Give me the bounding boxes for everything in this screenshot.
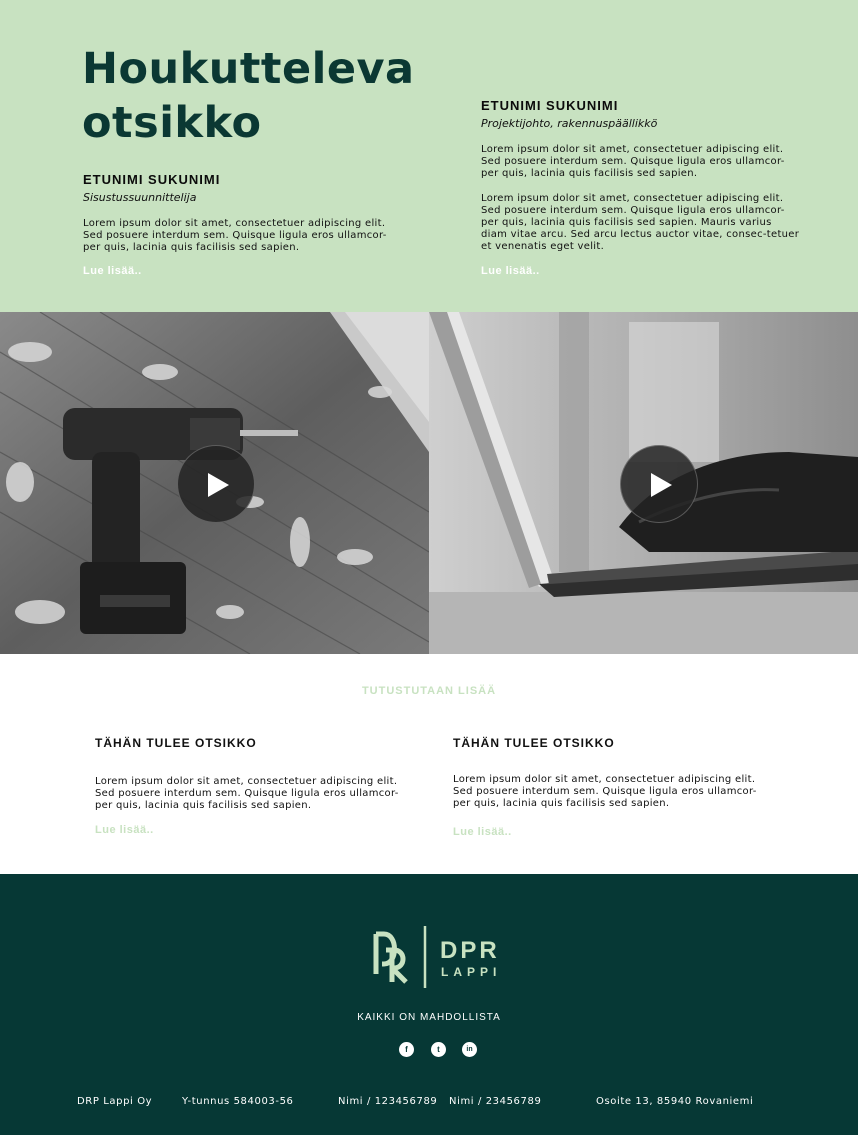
play-icon [178,446,256,524]
footer-address: Osoite 13, 85940 Rovaniemi [596,1096,754,1107]
article-text: Lorem ipsum dolor sit amet, consectetuer adipiscing elit. Sed posuere interdum sem. Quisque ligula eros ullamcor-per quis, lacinia quis facilisis sed sapien. [453,774,757,809]
footer [0,874,858,1135]
person-card [83,172,403,278]
twitter-icon[interactable]: t [431,1042,446,1057]
person-card [481,98,801,278]
logo-word-dpr: DPR [440,937,500,964]
person-text: Lorem ipsum dolor sit amet, consectetuer adipiscing elit. Sed posuere interdum sem. Quisque ligula eros ullamcor-per quis, lacinia quis facilisis sed sapien. [83,218,387,253]
video-thumbnail-laptop[interactable] [429,312,858,654]
play-button[interactable] [177,445,255,523]
person-text: Lorem ipsum dolor sit amet, consectetuer adipiscing elit. Sed posuere interdum sem. Quisque ligula eros ullamcor-per quis, lacinia quis facilisis sed sapien. Mauris varius diam vitae arcu. Sed arcu lectus auctor vitae, consec-tetuer et venenatis eget velit. [481,193,800,252]
read-more-link[interactable]: Lue lisää.. [83,265,142,277]
person-name: ETUNIMI SUKUNIMI [481,98,619,113]
article-card [453,736,773,839]
facebook-icon[interactable]: f [399,1042,414,1057]
person-role: Projektijohto, rakennuspäällikkö [481,117,658,130]
person-role: Sisustussuunnittelija [83,191,197,204]
company-logo[interactable] [372,924,512,990]
video-thumbnail-drill[interactable] [0,312,429,654]
section-title: TUTUSTUTAAN LISÄÄ [361,685,497,697]
read-more-link[interactable]: Lue lisää.. [453,826,512,838]
linkedin-icon[interactable]: in [462,1042,477,1057]
hero-title-line2: otsikko [82,98,262,148]
footer-contact-1: Nimi / 123456789 [338,1096,438,1107]
play-icon [621,446,699,524]
footer-contact-2: Nimi / 23456789 [449,1096,542,1107]
article-text: Lorem ipsum dolor sit amet, consectetuer adipiscing elit. Sed posuere interdum sem. Quisque ligula eros ullamcor-per quis, lacinia quis facilisis sed sapien. [95,776,399,811]
logo-word-lappi: LAPPI [441,965,502,979]
hero-title-line1: Houkutteleva [82,44,415,94]
read-more-link[interactable]: Lue lisää.. [95,824,154,836]
read-more-link[interactable]: Lue lisää.. [481,265,540,277]
article-title: TÄHÄN TULEE OTSIKKO [453,736,615,750]
article-title: TÄHÄN TULEE OTSIKKO [95,736,257,750]
person-text: Lorem ipsum dolor sit amet, consectetuer adipiscing elit. Sed posuere interdum sem. Quisque ligula eros ullamcor-per quis, lacinia quis facilisis sed sapien. [481,144,785,179]
hero-section [0,0,858,312]
play-button[interactable] [620,445,698,523]
hero-title [82,42,442,150]
person-name: ETUNIMI SUKUNIMI [83,172,221,187]
footer-business-id: Y-tunnus 584003-56 [182,1096,294,1107]
article-card [95,736,415,837]
footer-company: DRP Lappi Oy [77,1096,153,1107]
footer-tagline: KAIKKI ON MAHDOLLISTA [357,1012,501,1023]
